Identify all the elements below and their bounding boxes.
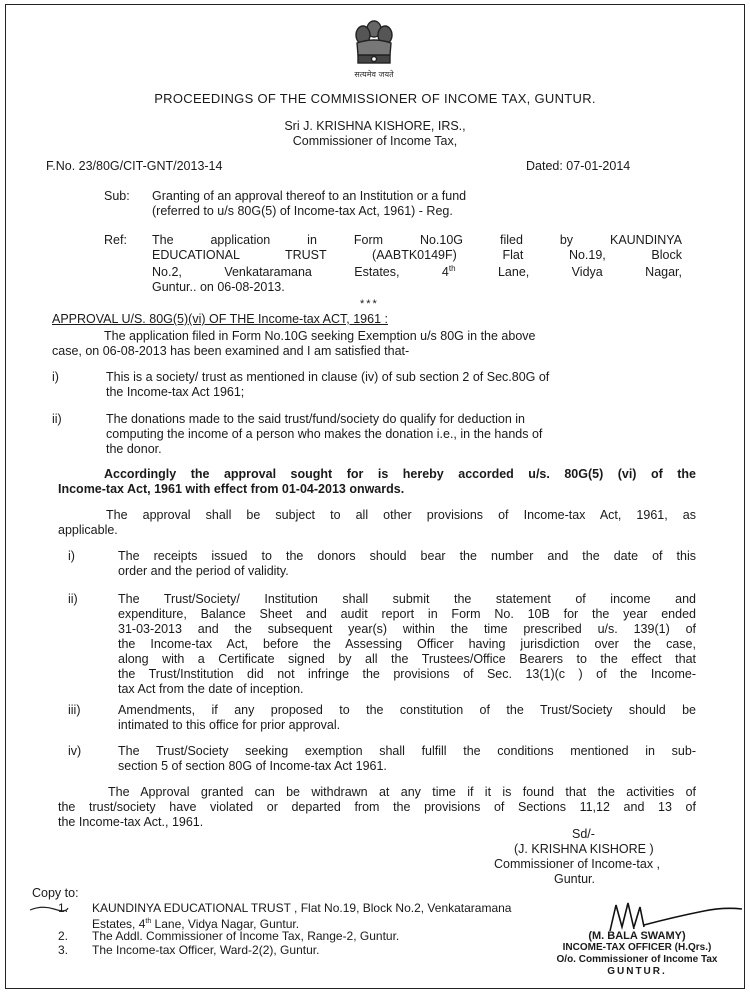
date-line: Dated: 07-01-2014: [526, 159, 631, 173]
term-line: The Trust/Society seeking exemption shall fulfill the conditions mentioned in sub-: [118, 744, 696, 758]
term-number: iv): [68, 744, 82, 758]
withdrawal-line: the trust/society have violated or departed from the provisions of Sections 11,12 and 13 of: [58, 800, 696, 814]
reference-label: Ref:: [104, 233, 127, 247]
copy-superscript: th: [145, 918, 152, 925]
signature-block: [494, 827, 660, 887]
stamp-city: GUNTUR.: [607, 966, 667, 977]
term-line: The receipts issued to the donors should bear the number and the date of this: [118, 549, 696, 563]
condition-line: computing the income of a person who makes the donation i.e., in the hands of: [106, 427, 543, 441]
officer-title: Commissioner of Income Tax,: [292, 134, 458, 148]
file-number: F.No. 23/80G/CIT-GNT/2013-14: [46, 159, 223, 173]
signatory-place: Guntur.: [554, 872, 595, 886]
national-emblem-icon: [346, 13, 402, 69]
copy-recipient: The Addl. Commissioner of Income Tax, Range-2, Guntur.: [92, 929, 400, 943]
stamp-office: O/o. Commissioner of Income Tax: [556, 954, 718, 965]
separator-stars: ***: [360, 298, 379, 310]
copy-fragment: Lane, Vidya Nagar, Guntur.: [151, 917, 300, 931]
intro-line: The application filed in Form No.10G seeking Exemption u/s 80G in the above: [104, 329, 536, 343]
condition-line: This is a society/ trust as mentioned in clause (iv) of sub section 2 of Sec.80G of: [106, 370, 550, 384]
document-page: [5, 4, 745, 989]
copy-number: 1.: [58, 901, 69, 915]
term-number: i): [68, 549, 75, 563]
officer-block: [6, 119, 744, 149]
withdrawal-line: The Approval granted can be withdrawn at any time if it is found that the activities of: [108, 785, 696, 799]
sd-mark: Sd/-: [572, 827, 595, 841]
copy-number: 2.: [58, 929, 69, 943]
withdrawal-paragraph: [58, 785, 696, 830]
subject-line: Granting of an approval thereof to an Institution or a fund: [152, 189, 467, 203]
copy-number: 3.: [58, 943, 69, 957]
term-line: section 5 of section 80G of Income-tax Act 1961.: [118, 759, 387, 773]
withdrawal-line: the Income-tax Act., 1961.: [58, 815, 204, 829]
signatory-name: (J. KRISHNA KISHORE ): [514, 842, 654, 856]
term-line: expenditure, Balance Sheet and audit report in Form No. 10B for the year ended: [118, 607, 696, 621]
term-text: [118, 549, 696, 579]
copy-recipient: The Income-tax Officer, Ward-2(2), Guntur.: [92, 943, 320, 957]
reference-fragment: No.2, Venkataramana Estates, 4: [152, 265, 449, 280]
copy-to-title: Copy to:: [32, 886, 79, 900]
subject-to-line: applicable.: [58, 523, 118, 537]
term-line: 31-03-2013 and the subsequent year(s) within the time prescribed u/s. 139(1) of: [118, 622, 696, 636]
term-line: along with a Certificate signed by all the Trustees/Office Bearers to the effect that: [118, 652, 696, 666]
term-line: Amendments, if any proposed to the constitution of the Trust/Society should be: [118, 703, 696, 717]
approval-title: APPROVAL U/S. 80G(5)(vi) OF THE Income-tax ACT, 1961 :: [52, 312, 388, 326]
term-line: order and the period of validity.: [118, 564, 289, 578]
copy-fragment: Estates, 4: [92, 917, 146, 931]
condition-line: the donor.: [106, 442, 162, 456]
reference-text: [152, 233, 682, 294]
stamp-designation: INCOME-TAX OFFICER (H.Qrs.): [562, 942, 712, 953]
officer-stamp: [532, 930, 742, 978]
copy-line: KAUNDINYA EDUCATIONAL TRUST , Flat No.19, Block No.2, Venkataramana: [92, 901, 512, 915]
term-line: the Trust/Institution did not infringe the provisions of Sec. 13(1)(c ) of the Income-: [118, 667, 696, 681]
accord-line: Income-tax Act, 1961 with effect from 01-04-2013 onwards.: [58, 482, 405, 496]
term-line: The Trust/Society/ Institution shall submit the statement of income and: [118, 592, 696, 606]
condition-number: i): [52, 370, 59, 384]
term-number: ii): [68, 592, 78, 606]
accord-paragraph: [58, 467, 696, 497]
subject-line: (referred to u/s 80G(5) of Income-tax Act, 1961) - Reg.: [152, 204, 453, 218]
signatory-title: Commissioner of Income-tax ,: [494, 857, 661, 871]
condition-text: [106, 370, 696, 400]
condition-text: [106, 412, 696, 457]
condition-number: ii): [52, 412, 62, 426]
term-text: [118, 592, 696, 697]
term-line: the Income-tax Act, before the Assessing Officer having jurisdiction over the case,: [118, 637, 696, 651]
approval-intro: [52, 329, 696, 359]
condition-line: the Income-tax Act 1961;: [106, 385, 245, 399]
stamp-name: (M. BALA SWAMY): [588, 930, 686, 942]
subject-label: Sub:: [104, 189, 130, 203]
term-number: iii): [68, 703, 81, 717]
reference-line: Guntur.. on 06-08-2013.: [152, 279, 285, 294]
reference-line: The application in Form No.10G filed by KAUNDINYA: [152, 233, 682, 247]
subject-to-paragraph: [58, 508, 696, 538]
term-line: intimated to this office for prior approval.: [118, 718, 341, 732]
condition-line: The donations made to the said trust/fund/society do qualify for deduction in: [106, 412, 526, 426]
emblem-motto: सत्यमेव जयते: [354, 70, 394, 79]
reference-fragment: Lane, Vidya Nagar,: [455, 265, 682, 280]
reference-superscript: th: [448, 264, 456, 273]
reference-line: [152, 262, 682, 280]
reference-line: EDUCATIONAL TRUST (AABTK0149F) Flat No.19, Block: [152, 247, 682, 262]
term-text: [118, 703, 696, 733]
copy-recipient: [92, 901, 612, 931]
term-text: [118, 744, 696, 774]
subject-to-line: The approval shall be subject to all other provisions of Income-tax Act, 1961, as: [106, 508, 696, 522]
accord-line: Accordingly the approval sought for is hereby accorded u/s. 80G(5) (vi) of the: [104, 467, 696, 481]
term-line: tax Act from the date of inception.: [118, 682, 304, 696]
subject-text: [152, 189, 572, 219]
intro-line: case, on 06-08-2013 has been examined and I am satisfied that-: [52, 344, 410, 358]
document-heading: PROCEEDINGS OF THE COMMISSIONER OF INCOME TAX, GUNTUR.: [154, 91, 596, 106]
officer-name: Sri J. KRISHNA KISHORE, IRS.,: [284, 119, 466, 133]
